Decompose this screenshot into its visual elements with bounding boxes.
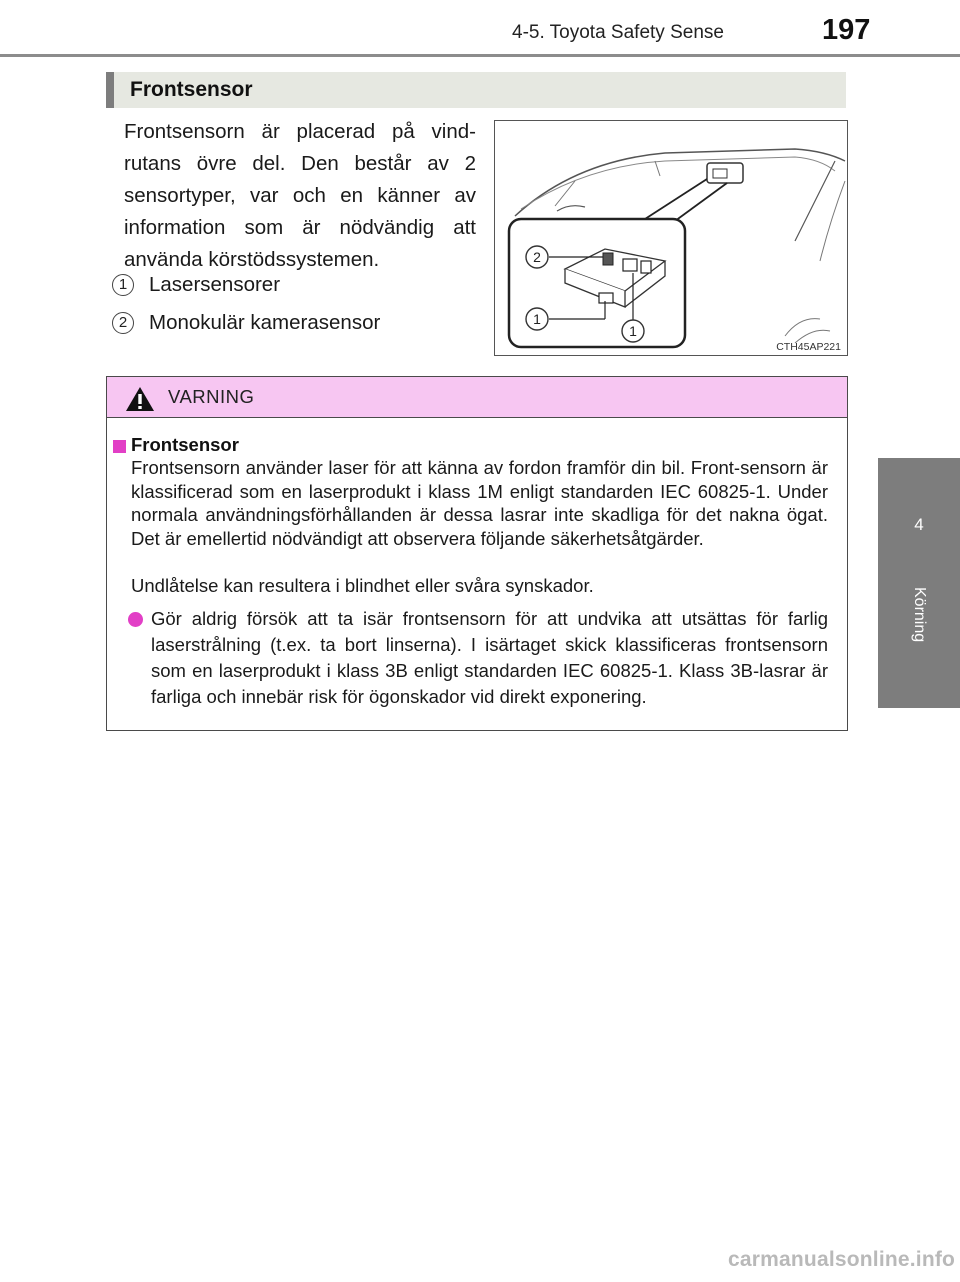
header-rule bbox=[0, 54, 960, 57]
watermark: carmanualsonline.info bbox=[728, 1248, 956, 1271]
callout-label: 2 bbox=[533, 249, 541, 265]
callout-label: 1 bbox=[629, 323, 637, 339]
windshield-sensor-drawing bbox=[495, 121, 848, 356]
square-bullet-icon bbox=[113, 440, 126, 453]
warning-header bbox=[107, 377, 847, 418]
page-number: 197 bbox=[822, 14, 871, 46]
section-heading bbox=[106, 72, 846, 108]
section-header: 4-5. Toyota Safety Sense bbox=[512, 22, 724, 43]
front-sensor-illustration bbox=[494, 120, 848, 356]
item-number-badge: 1 bbox=[112, 274, 134, 296]
warning-title: VARNING bbox=[168, 386, 255, 407]
chapter-number: 4 bbox=[914, 515, 924, 534]
section-heading-text: Frontsensor bbox=[130, 78, 253, 101]
chapter-label: Körning bbox=[911, 587, 928, 643]
item-label: Monokulär kamerasensor bbox=[149, 311, 381, 334]
item-label: Lasersensorer bbox=[149, 273, 281, 296]
warning-bullet-text: Gör aldrig försök att ta isär frontsensorn för att undvika att utsättas för farlig laserstrålning (t.ex. ta bort linserna). I isärtaget skick klassificeras frontsensorn som en laserprodukt i klass 3B enligt standarden IEC 60825-1. Klass 3B-lasrar är farliga och innebär risk för ögonskador vid direkt exponering. bbox=[151, 608, 828, 707]
warning-triangle-icon bbox=[125, 386, 155, 412]
item-number-badge: 2 bbox=[112, 312, 134, 334]
warning-box bbox=[106, 376, 848, 731]
list-item bbox=[112, 270, 452, 300]
callout-label: 1 bbox=[533, 311, 541, 327]
list-item bbox=[112, 308, 452, 338]
intro-paragraph: Frontsensorn är placerad på vind-rutans övre del. Den består av 2 sensortyper, var och en känner av information som är nödvändig att använda körstödssystemen. bbox=[124, 120, 476, 271]
warning-paragraph-2: Undlåtelse kan resultera i blindhet eller svåra synskador. bbox=[131, 575, 594, 596]
circle-bullet-icon bbox=[128, 612, 143, 627]
warning-subheading: Frontsensor bbox=[131, 434, 239, 455]
figure-code: CTH45AP221 bbox=[776, 341, 841, 353]
warning-paragraph: Frontsensorn använder laser för att känna av fordon framför din bil. Front-sensorn är klassificerad som en laserprodukt i klass 1M enligt standarden IEC 60825-1. Under normala användningsförhållanden är dessa lasrar inte skadliga för det nakna ögat. Det är emellertid nödvändigt att observera följande säkerhetsåtgärder. bbox=[131, 457, 828, 549]
